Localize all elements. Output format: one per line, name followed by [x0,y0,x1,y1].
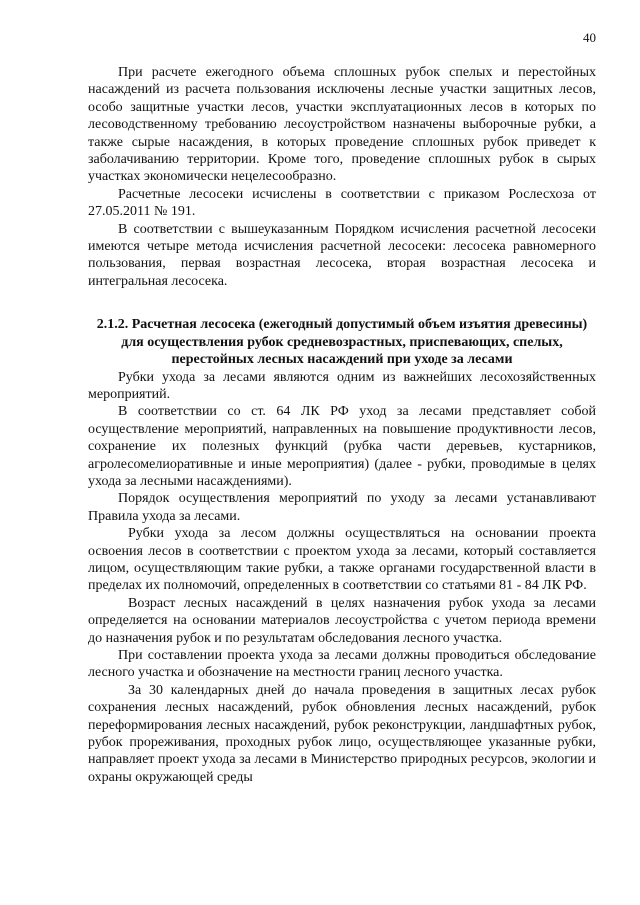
paragraph-thinning-importance: Рубки ухода за лесами являются одним из важнейших лесохозяйственных мероприятий. [88,369,596,402]
paragraph-calculation-methods: В соответствии с вышеуказанным Порядком исчисления расчетной лесосеки имеются четыре метода исчисления расчетной лесосеки: лесосека равномерного пользования, первая возрастная лесосека, вторая возрастная лесосека и интегральная лесосека. [88,221,596,289]
paragraph-care-rules: Порядок осуществления мероприятий по уходу за лесами устанавливают Правила ухода за лесами. [88,491,596,524]
document-body [88,64,596,786]
paragraph-stand-age: Возраст лесных насаждений в целях назначения рубок ухода за лесами определяется на основании материалов лесоустройства с учетом периода времени до назначения рубок и по результатам обследования лесного участка. [88,595,596,646]
paragraph-clearcut-exclusions: При расчете ежегодного объема сплошных рубок спелых и перестойных насаждений из расчета пользования исключены лесные участки защитных лесов, особо защитные участки лесов, участки эксплуатационных лесов в которых по лесоводственному требованию лесоустройством назначены выборочные рубки, а также сырые насаждения, в которых проведение сплошных рубок приведет к заболачиванию территории. Кроме того, проведение сплошных рубок в сырых участках экономически нецелесообразно. [88,65,596,185]
paragraph-care-project: Рубки ухода за лесом должны осуществляться на основании проекта освоения лесов в соответствии с проектом ухода за лесами, который составляется лицом, осуществляющим такие рубки, а также органами государственной власти в пределах их полномочий, определенных в соответствии со статьями 81 - 84 ЛК РФ. [88,526,596,594]
paragraph-30-days-notice: За 30 календарных дней до начала проведения в защитных лесах рубок сохранения лесных насаждений, рубок обновления лесных насаждений, рубок переформирования лесных насаждений, рубок реконструкции, ландшафтных рубок, рубок прореживания, проходных рубок лицо, осуществляющее указанные рубки, направляет проект ухода за лесами в Министерство природных ресурсов, экологии и охраны окружающей среды [88,682,596,785]
paragraph-site-survey: При составлении проекта ухода за лесами должны проводиться обследование лесного участка и обозначение на местности границ лесного участка. [88,648,596,681]
page-number: 40 [583,30,596,45]
section-heading: 2.1.2. Расчетная лесосека (ежегодный допустимый объем изъятия древесины) для осуществления рубок средневозрастных, приспевающих, спелых, перестойных лесных насаждений при уходе за лесами [96,317,588,368]
paragraph-rosleskhoz-order: Расчетные лесосеки исчислены в соответствии с приказом Рослесхоза от 27.05.2011 № 191. [88,186,596,220]
paragraph-article-64: В соответствии со ст. 64 ЛК РФ уход за лесами представляет собой осуществление мероприятий, направленных на повышение продуктивности лесов, сохранение их полезных функций (рубка части деревьев, кустарников, агролесомелиоративные и иные мероприятия) (далее - рубки, проводимые в целях ухода за лесными насаждениями). [88,404,596,489]
